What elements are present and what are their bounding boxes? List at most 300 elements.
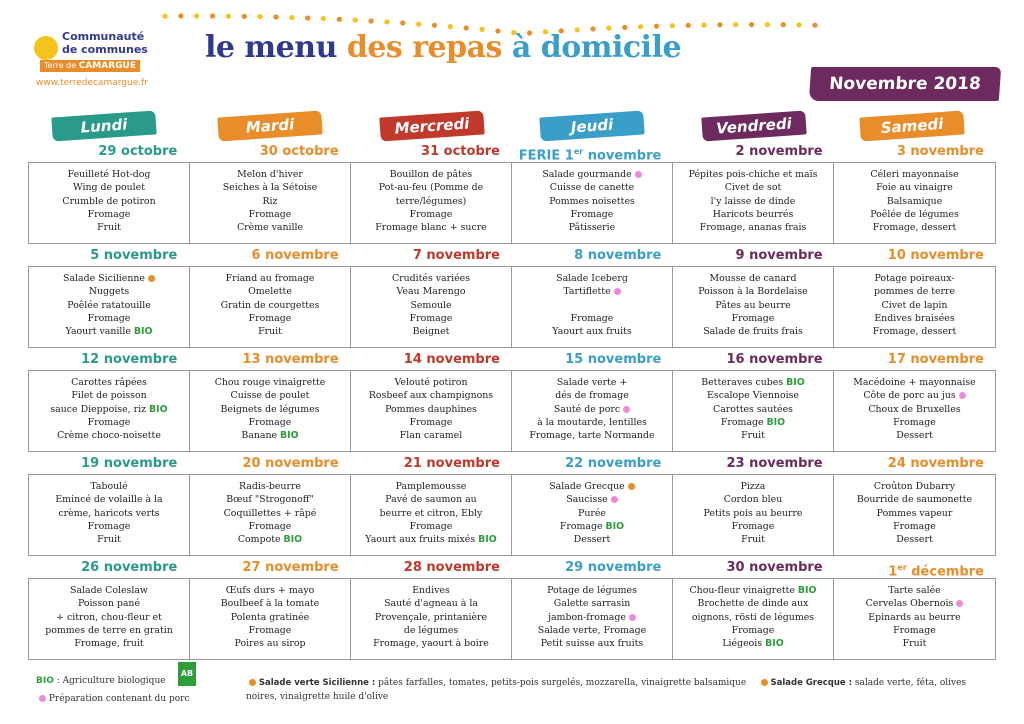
dish-text: Nuggets [88,286,130,298]
menu-cell [29,475,190,555]
dish-text: Civet de sot [724,182,782,194]
dish-text: Fromage, tarte Normande [529,430,655,442]
date-text: 7 novembre [412,248,500,263]
dish-text: Petits pois au beurre [703,507,803,519]
bio-badge: BIO [797,585,817,596]
bio-badge: BIO [766,416,786,428]
dish-text: Pépites pois-chiche et maïs [688,169,818,180]
orange-dot-icon [249,679,256,686]
dish-line [29,312,189,325]
date-text: 26 novembre [81,560,178,575]
date-row [28,246,996,266]
dish-text: Fromage, fruit [74,638,144,650]
dish-text: Bourride de saumonette [856,494,973,506]
dish-line [29,507,189,520]
dish-line [834,584,995,597]
dish-line [673,533,833,546]
dish-line [834,208,995,221]
pink-dot-icon [956,600,963,607]
dish-text: Céleri mayonnaise [870,169,959,180]
dish-text: terre/légumes) [395,195,467,207]
dish-line [512,299,672,312]
dish-text: Boulbeef à la tomate [220,598,320,610]
date-label [351,350,512,370]
dish-line [673,312,833,325]
dish-line [834,299,995,312]
date-text: 9 novembre [735,248,823,263]
dish-line [512,403,672,416]
dish-line [834,168,995,181]
dish-line [29,376,189,389]
date-text: 14 novembre [403,352,500,367]
logo-line1: Communauté [62,30,145,43]
dish-text: Pamplemousse [395,481,467,492]
legend-bio [36,676,166,686]
date-sup: er [897,563,907,572]
dish-text: Fromage, ananas frais [699,222,807,234]
dish-line [834,520,995,533]
dish-line [190,429,350,442]
dish-text: Fromage [731,312,775,324]
date-suffix: novembre [587,148,662,164]
dish-text: Salade Coleslaw [70,585,148,596]
dish-line [190,168,350,181]
dish-text: Provençale, printanière [374,611,488,623]
day-banner-samedi: Samedi [859,110,964,141]
dish-text: Fruit [97,222,121,234]
menu-cell [351,371,512,451]
dish-text: Civet de lapin [881,299,948,311]
date-label [835,558,996,578]
dish-text: Epinards au beurre [868,611,961,623]
menu-cell [673,579,834,659]
dish-line [673,168,833,181]
date-label [512,246,673,266]
menu-cell [29,267,190,347]
date-text: 6 novembre [251,248,339,263]
dish-line [29,416,189,429]
dish-text: Poêlée ratatouille [67,299,151,311]
date-label [28,142,189,162]
date-label [512,454,673,474]
dish-line [673,584,833,597]
dish-text: beurre et citron, Ebly [379,507,483,519]
dish-text: Petit suisse aux fruits [540,638,644,650]
dish-line [673,325,833,338]
dish-line [190,611,350,624]
menu-cell [512,475,673,555]
dish-line [673,611,833,624]
dish-text: Yaourt aux fruits [552,326,632,338]
dish-line [673,480,833,493]
dish-text: Endives braisées [874,312,955,324]
dish-line [29,389,189,402]
dish-text: Semoule [410,299,452,311]
dish-line [29,480,189,493]
dish-line [29,624,189,637]
dish-line [673,285,833,298]
dish-line [673,208,833,221]
dish-text: Gratin de courgettes [220,299,320,311]
dish-line [190,597,350,610]
pink-dot-icon [629,614,636,621]
dish-text: Fromage, dessert [872,326,957,338]
menu-cell [351,475,512,555]
dish-text: Carottes sautées [713,403,793,415]
date-text: 28 novembre [403,560,500,575]
dish-text: Compote [237,534,281,546]
orange-dot-icon [628,483,635,490]
dish-text: Beignet [412,326,450,338]
dish-text: Poisson pané [77,598,141,610]
menu-cell [834,579,995,659]
dish-text: Fromage [893,416,936,428]
dish-text: Seiches à la Sétoise [222,182,318,194]
menu-cell [190,267,351,347]
dish-line [512,597,672,610]
dish-text: Poires au sirop [234,638,306,650]
date-label [351,558,512,578]
legend-notes [246,676,996,704]
menu-cells [28,474,996,556]
dish-text: Bouillon de pâtes [389,169,473,180]
menu-cell [29,163,190,243]
dish-line [190,533,350,546]
dish-text: Sauté d'agneau à la [384,598,478,610]
pink-dot-icon [39,695,46,702]
date-label [28,246,189,266]
dish-line [29,299,189,312]
date-text: 3 novembre [896,144,984,159]
bio-badge: BIO [786,377,805,388]
dish-line [834,195,995,208]
date-label [28,558,189,578]
dish-line [190,403,350,416]
dish-text: Chou-fleur vinaigrette [689,585,795,596]
dish-text: Saucisse [566,494,608,506]
dish-text: Rosbeef aux champignons [368,390,494,402]
date-text: 19 novembre [81,456,178,471]
dish-line [351,416,511,429]
dish-line [190,493,350,506]
dish-text: Salade de fruits frais [703,326,803,338]
dish-text: Pommes vapeur [876,507,953,519]
dish-line [29,272,189,285]
dish-text: Œufs durs + mayo [225,585,315,596]
dish-line [190,208,350,221]
dish-text: Mousse de canard [709,273,797,284]
dish-text: Chou rouge vinaigrette [214,377,326,388]
date-label [28,454,189,474]
dish-text: de légumes [403,624,459,636]
dish-line [512,389,672,402]
dish-line [512,416,672,429]
pink-dot-icon [635,171,642,178]
dish-line [190,312,350,325]
dish-line [512,272,672,285]
dish-line [512,507,672,520]
dish-line [29,285,189,298]
date-text: FERIE 1 [518,148,574,164]
dish-line [351,624,511,637]
dish-line [29,195,189,208]
dish-line [29,611,189,624]
date-label [351,142,512,162]
menu-cell [29,371,190,451]
dish-text: Fromage [248,312,292,324]
dish-line [190,221,350,234]
note1-title: Salade verte Sicilienne : [258,678,376,688]
dish-text: Flan caramel [399,430,463,442]
dish-text: Filet de poisson [71,390,147,402]
dish-line [190,584,350,597]
dish-line [29,325,189,338]
dish-text: crème, haricots verts [58,507,160,519]
week-row [28,350,996,454]
date-label [512,142,673,162]
date-label [189,558,350,578]
dish-line [673,597,833,610]
ab-logo-icon: AB [178,662,196,686]
dish-text: Fruit [741,430,765,442]
date-text: 29 novembre [565,560,662,575]
dish-text: Haricots beurrés [712,208,794,220]
dish-line [512,181,672,194]
dish-text: Purée [578,507,606,519]
dish-text: Pavé de saumon au [385,494,477,506]
dish-text: Pommes dauphines [385,403,477,415]
menu-cell [351,579,512,659]
dish-line [29,403,189,416]
menu-cell [512,371,673,451]
dish-line [29,637,189,650]
date-label [351,246,512,266]
dish-line [512,493,672,506]
date-text: 5 novembre [90,248,178,263]
pink-dot-icon [959,392,966,399]
date-text: 13 novembre [242,352,339,367]
dish-line [512,208,672,221]
dish-text: Salade verte + [556,377,628,388]
date-text: 24 novembre [887,456,984,471]
date-label [28,350,189,370]
date-label [673,246,834,266]
date-label [673,350,834,370]
dish-text: Galette sarrasin [553,598,631,610]
legend-bio-key: BIO [36,676,54,686]
pink-dot-icon [611,496,618,503]
dish-text: Balsamique [886,195,943,207]
day-banner-jeudi: Jeudi [539,110,644,141]
note2-text: salade verte, féta, olives noires, vinaigrette huile d'olive [246,678,967,702]
dish-text: Fromage [248,624,292,636]
dish-text: Fruit [258,326,282,338]
bio-badge: BIO [149,403,168,415]
day-banner-vendredi: Vendredi [701,110,806,141]
dish-line [834,611,995,624]
dish-text: Cordon bleu [723,494,783,506]
dish-text: Fruit [97,534,121,546]
legend-pork [36,694,190,704]
dish-text: Potage poireaux- [874,273,955,284]
date-label [673,142,834,162]
dish-text: Fromage [87,208,131,220]
logo-line2: de communes [62,43,148,56]
note1-text: pâtes farfalles, tomates, petits-pois surgelés, mozzarella, vinaigrette balsamique [378,678,747,688]
dish-line [351,221,511,234]
menu-cell [834,475,995,555]
dish-text: Fromage [87,520,131,532]
dish-text: Beignets de légumes [220,403,320,415]
dish-line [512,285,672,298]
dish-text: Fromage [409,416,453,428]
dish-text: Betteraves cubes [701,377,784,388]
dish-text: Salade verte, Fromage [537,624,647,636]
dish-text: pommes de terre en gratin [45,624,173,636]
dish-line [190,376,350,389]
dish-line [351,493,511,506]
dish-line [512,195,672,208]
menu-cell [673,371,834,451]
menu-cell [834,163,995,243]
dish-text: Dessert [896,430,933,442]
dish-text: Riz [262,195,278,207]
dish-text: Feuilleté Hot-dog [67,169,151,180]
menu-cell [512,579,673,659]
dish-line [190,272,350,285]
dish-line [351,637,511,650]
date-text: 23 novembre [726,456,823,471]
date-label [189,454,350,474]
dish-text: l'y laisse de dinde [710,195,796,207]
dish-text: Pommes noisettes [549,195,635,207]
menu-cell [512,163,673,243]
menu-cell [834,371,995,451]
menu-grid [28,142,996,662]
dish-text: sauce Dieppoise, riz [50,403,147,415]
dish-line [190,195,350,208]
menu-cell [190,371,351,451]
dish-line [673,389,833,402]
date-text: 27 novembre [242,560,339,575]
dish-text: + citron, chou-fleur et [56,611,162,623]
dish-line [834,221,995,234]
date-row [28,558,996,578]
date-text: 8 novembre [574,248,662,263]
pink-dot-icon [623,406,630,413]
date-text: 30 novembre [726,560,823,575]
dish-text: Carottes râpées [71,377,147,388]
dish-text: Fromage [87,312,131,324]
dish-line [351,389,511,402]
dish-text: Fromage blanc + sucre [375,222,487,234]
dish-line [351,597,511,610]
dish-text: Pâtes au beurre [715,299,791,311]
dish-line [834,597,995,610]
dish-text: Pâtisserie [568,222,616,234]
week-row [28,558,996,662]
dish-line [834,181,995,194]
dish-line [29,429,189,442]
dish-text: Emincé de volaille à la [55,494,163,506]
day-banner-mardi: Mardi [217,110,322,141]
date-label [351,454,512,474]
dish-line [512,325,672,338]
dish-text: oignons, rösti de légumes [691,611,815,623]
dish-text: Polenta gratinée [230,611,310,623]
dish-text: à la moutarde, lentilles [537,416,647,428]
menu-cell [29,579,190,659]
dish-text: Yaourt vanille [65,326,131,338]
menu-cell [673,267,834,347]
date-text: 30 octobre [259,144,339,159]
menu-cell [673,475,834,555]
dish-text: Fromage [893,520,936,532]
dish-line [834,480,995,493]
date-text: 31 octobre [421,144,500,159]
dish-line [834,493,995,506]
date-label [835,350,996,370]
bio-badge: BIO [133,326,153,338]
dish-line [512,611,672,624]
dish-line [512,637,672,650]
dish-text: Potage de légumes [547,585,637,596]
bio-badge: BIO [283,534,303,546]
dish-text: Fromage [87,416,131,428]
dish-text: Yaourt aux fruits mixés [365,534,476,546]
dish-line [834,272,995,285]
dish-text: Sauté de porc [553,403,621,415]
dish-line [190,637,350,650]
date-label [512,558,673,578]
dish-text: Fromage [248,520,292,532]
dish-line [351,611,511,624]
dish-line [351,272,511,285]
date-text: 15 novembre [565,352,662,367]
legend-bio-desc: : Agriculture biologique [56,676,166,686]
dish-line [834,325,995,338]
logo-badge [40,60,140,72]
date-text: 20 novembre [242,456,339,471]
logo [30,24,160,94]
dish-line [673,624,833,637]
logo-camargue: CAMARGUE [78,61,136,71]
day-banner-mercredi: Mercredi [379,110,484,141]
dish-line [351,299,511,312]
dish-line [512,520,672,533]
date-suffix: décembre [911,564,984,580]
dish-text: Dessert [573,534,611,546]
dish-line [29,208,189,221]
dish-line [29,168,189,181]
date-label [189,246,350,266]
dish-text: Fromage [409,312,453,324]
menu-cell [190,475,351,555]
dish-text: Fromage [409,520,453,532]
dish-line [673,221,833,234]
dish-text: Fromage, yaourt à boire [373,638,489,650]
dish-line [673,637,833,650]
menu-cell [834,267,995,347]
dish-line [512,480,672,493]
dish-line [190,520,350,533]
legend-pork-desc: Préparation contenant du porc [48,694,190,704]
dish-line [834,429,995,442]
dish-text: Taboulé [90,481,128,492]
dish-text: Fromage [570,208,614,220]
dish-line [351,195,511,208]
dish-text: Fromage [409,208,453,220]
